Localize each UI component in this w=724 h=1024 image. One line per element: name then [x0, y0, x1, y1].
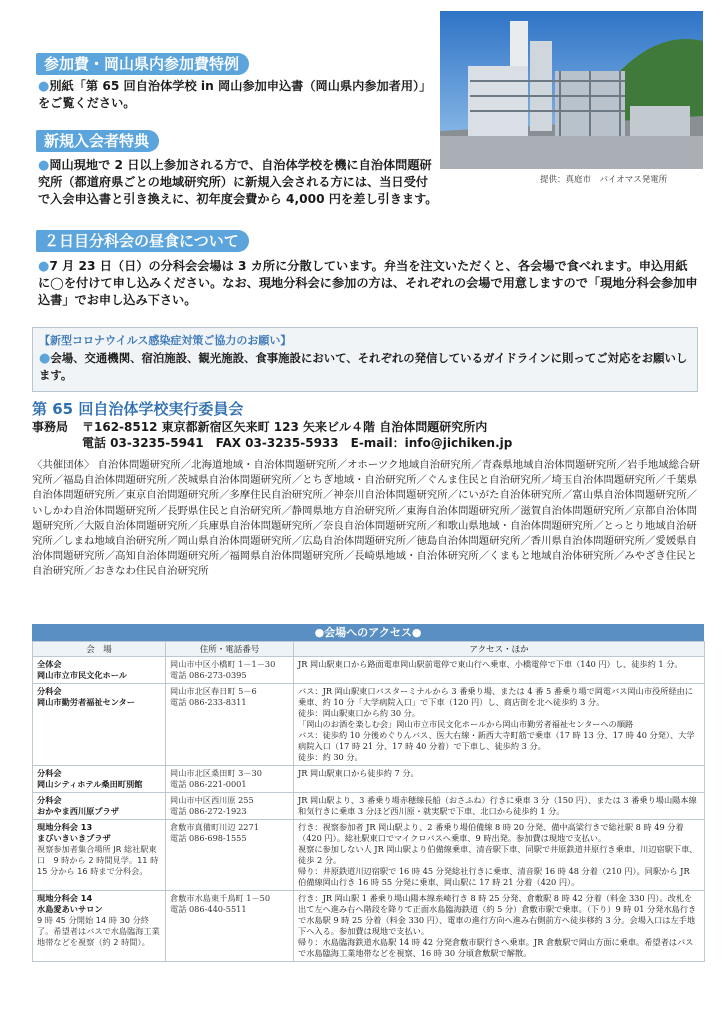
access-cell: 行き：視察参加者 JR 岡山駅より、2 番乗り場伯備線 8 時 20 分発、備中高梁行きで総社駅 8 時 49 分着（420 円）。総社駅東口でマイクロバスへ乗車、9 時出発。参加費は現地で支払い。 視察に参加しない人 JR 岡山駅より伯備線乗車、清音駅下車、同駅で井原鉄道井原行き乗車、川辺宿駅下車、徒歩 2 分。 帰り：井原鉄道川辺宿駅で 16 時 45 分発総社行きに乗車、清音駅 16 時 48 分着（210 円）。同駅から JR 伯備線岡山行き 16 時 55 分発に乗車、岡山駅に 17 時 21 分着（420 円）。 [294, 820, 705, 891]
venue-cell: 分科会 おかやま西川原プラザ [33, 793, 166, 820]
access-cell: 行き：JR 岡山駅 1 番乗り場山陽本線糸崎行き 8 時 25 分発、倉敷駅 8 時 42 分着（料金 330 円）。改札を出て左へ進み右へ階段を降りて正面水島臨海鉄道（約 5 分）倉敷市駅で乗車。（下り）9 時 01 分発水島行きで水島駅 9 時 25 分着（料金 330 円）、電車の進行方向へ進み右側前方へ徒歩移約 3 分。会場入口は左手地下へ入る。参加費は現地で支払い。 帰り：水島臨海鉄道水島駅 14 時 42 分発倉敷市駅行きへ乗車。JR 倉敷駅で岡山方面に乗車。希望者はバスで水島臨海工業地帯などを視察、16 時 30 分頃倉敷駅で解散。 [294, 891, 705, 962]
address-cell: 岡山市中区小橋町 1－1－30 電話 086-273-0395 [166, 657, 294, 684]
fee-text: ●別紙「第 65 回自治体学校 in 岡山参加申込書（岡山県内参加者用）」をご覧ください。 [38, 79, 426, 110]
table-row [33, 766, 705, 793]
co-sponsors-list: 〈共催団体〉 自治体問題研究所／北海道地域・自治体問題研究所／オホーツク地域自治研究所／青森県地域自治体問題研究所／岩手地域総合研究所／福島自治体問題研究所／茨城県自治体問題研究所／とちぎ地域・自治研究所／ぐんま住民と自治研究所／埼玉自治体問題研究所／千葉県自治体問題研究所／東京自治問題研究所／多摩住民自治研究所／神奈川自治体問題研究所／にいがた自治体研究所／富山県自治体問題研究所／いしかわ自治体問題研究所／長野県住民と自治研究所／静岡県地方自治研究所／東海自治体問題研究所／滋賀自治体問題研究所／京都自治体問題研究所／大阪自治体問題研究所／兵庫県自治体問題研究所／奈良自治体問題研究所／和歌山県地域・自治体問題研究所／とっとり地域自治研究所／しまね地域自治研究所／岡山県自治体問題研究所／広島自治体問題研究所／徳島自治体問題研究所／香川県自治体問題研究所／愛媛県自治体問題研究所／高知自治体問題研究所／福岡県自治体問題研究所／長崎県地域・自治体研究所／くまもと地域自治体研究所／みやざき住民と自治研究所／おきなわ住民自治研究所 [32, 459, 700, 578]
venue-note: 視察参加者集合場所 JR 総社駅東口 9 時から 2 時間見学。11 時 15 分から 16 時まで分科会。 [37, 844, 159, 876]
office-contact: 電話 03-3235-5941 FAX 03-3235-5933 E-mail：info@jichiken.jp [82, 436, 513, 450]
office-info [32, 419, 512, 451]
col-header-address: 住所・電話番号 [166, 642, 294, 657]
new-member-text: ●岡山現地で 2 日以上参加される方で、自治体学校を機に自治体問題研究所（都道府県ごとの地域研究所）に新規入会される方には、当日受付で入会申込書と引き換えに、初年度会費から 4,000 円を差し引きます。 [38, 158, 438, 206]
address-cell: 岡山市北区春日町 5－6 電話 086-233-8311 [166, 684, 294, 766]
bullet-icon: ● [38, 79, 50, 94]
office-label: 事務局 [32, 420, 69, 434]
access-title: ●会場へのアクセス● [32, 624, 704, 641]
fee-header: 参加費・岡山県内参加費特例 [36, 53, 249, 75]
bullet-icon: ● [38, 158, 50, 173]
table-row [33, 891, 705, 962]
access-cell: JR 岡山駅より、3 番乗り場赤穂線長船（おさふね）行きに乗車 3 分（150 円）、または 3 番乗り場山陽本線和気行きに乗車 3 分ほど西川原・就実駅で下車、北口から徒歩約 1 分。 [294, 793, 705, 820]
address-cell: 岡山市北区桑田町 3－30 電話 086-221-0001 [166, 766, 294, 793]
table-row [33, 684, 705, 766]
access-cell: バス：JR 岡山駅東口バスターミナルから 3 番乗り場、または 4 番 5 番乗り場で岡電バス岡山市役所経由に乗車、約 10 分「大学病院入口」で下車（120 円）し、商店街を北へ徒歩約 3 分。 徒歩：岡山駅東口から約 30 分。 「岡山のお酒を楽しむ会」岡山市立市民文化ホールから岡山市勤労者福祉センターへの順路 バス：徒歩約 10 分後めぐりんバス、医大右線・新西大寺町筋で乗車（17 時 13 分、17 時 40 分発）、大学病院入口（17 時 21 分、17 時 40 分着）で下車し、徒歩約 3 分。 徒歩：約 30 分。 [294, 684, 705, 766]
committee-title: 第 65 回自治体学校実行委員会 [32, 400, 244, 418]
address-cell: 倉敷市真備町川辺 2271 電話 086-698-1555 [166, 820, 294, 891]
table-row [33, 793, 705, 820]
col-header-access: アクセス・ほか [294, 642, 705, 657]
table-row [33, 657, 705, 684]
address-cell: 岡山市中区西川原 255 電話 086-272-1923 [166, 793, 294, 820]
lunch-header: ２日目分科会の昼食について [36, 230, 249, 252]
new-member-header: 新規入会者特典 [36, 130, 159, 152]
venue-cell: 現地分科会 14 水島愛あいサロン 9 時 45 分開始 14 時 30 分終了。希望者はバスで水島臨海工業地帯などを視察（約 2 時間）。 [33, 891, 166, 962]
table-row [33, 820, 705, 891]
col-header-venue: 会 場 [33, 642, 166, 657]
address-cell: 倉敷市水島東千鳥町 1－50 電話 086-440-5511 [166, 891, 294, 962]
access-table [32, 641, 705, 962]
notice-text: ●会場、交通機関、宿泊施設、観光施設、食事施設において、それぞれの発信しているガイドラインに則ってご対応をお願いします。 [39, 351, 688, 382]
biomass-plant-photo [440, 11, 703, 169]
bullet-icon: ● [38, 259, 50, 274]
lunch-text: ●7 月 23 日（日）の分科会会場は 3 カ所に分散しています。弁当を注文いただくと、各会場で食べれます。申込用紙に◯を付けて申し込みください。なお、現地分科会に参加の方は、それぞれの会場で用意しますので「現地分科会参加申込書」でお申し込み下さい。 [38, 259, 698, 307]
covid-notice-box [32, 327, 698, 392]
photo-credit: 提供：真庭市 バイオマス発電所 [540, 175, 668, 185]
venue-cell: 分科会 岡山シティホテル桑田町別館 [33, 766, 166, 793]
venue-cell: 現地分科会 13 まびいきいきプラザ 視察参加者集合場所 JR 総社駅東口 9 時から 2 時間見学。11 時 15 分から 16 時まで分科会。 [33, 820, 166, 891]
venue-cell: 全体会 岡山市立市民文化ホール [33, 657, 166, 684]
access-cell: JR 岡山駅東口から路面電車岡山駅前電停で東山行へ乗車、小橋電停で下車（140 円）し、徒歩約 1 分。 [294, 657, 705, 684]
venue-note: 9 時 45 分開始 14 時 30 分終了。希望者はバスで水島臨海工業地帯などを視察（約 2 時間）。 [37, 915, 160, 947]
notice-title: 【新型コロナウイルス感染症対策ご協力のお願い】 [39, 334, 292, 347]
venue-cell: 分科会 岡山市勤労者福祉センター [33, 684, 166, 766]
access-cell: JR 岡山駅東口から徒歩約 7 分。 [294, 766, 705, 793]
bullet-icon: ● [39, 351, 51, 366]
office-address: 〒162-8512 東京都新宿区矢来町 123 矢来ビル４階 自治体問題研究所内 [82, 420, 488, 434]
